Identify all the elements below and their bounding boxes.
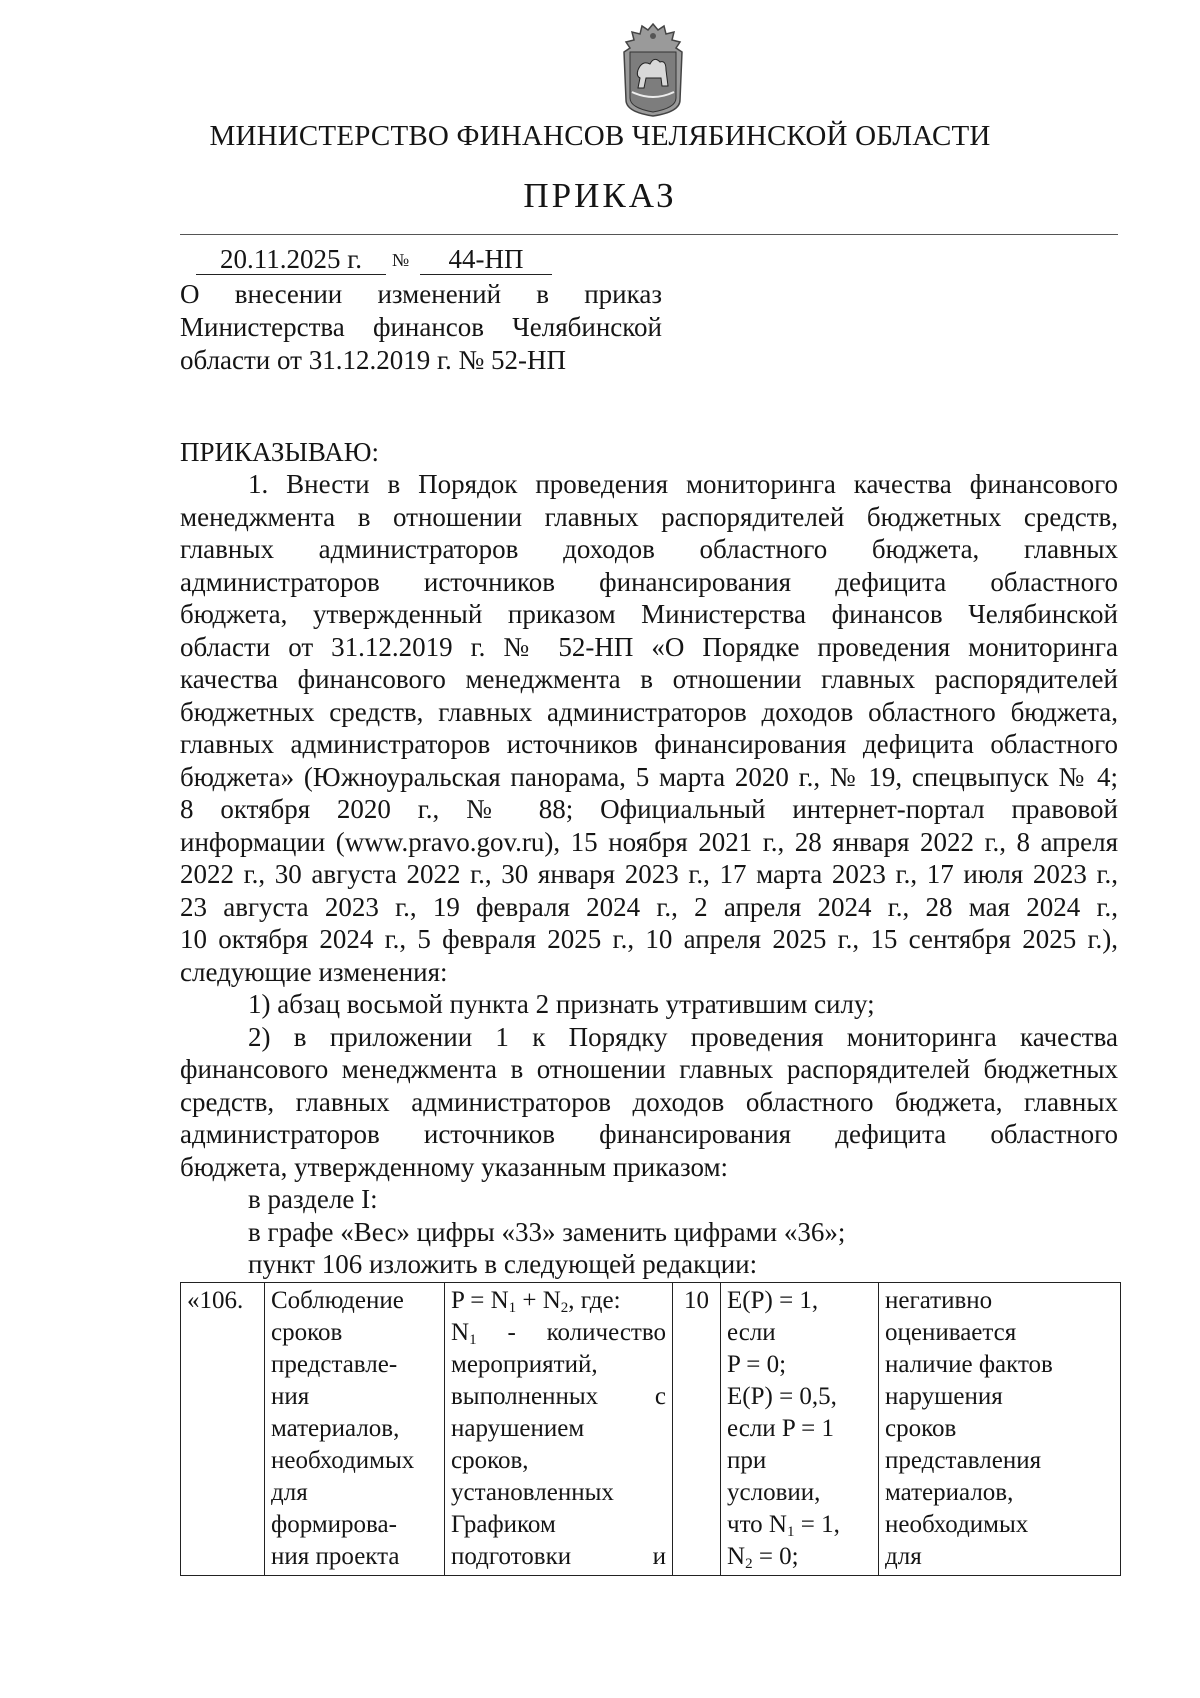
body-line: 10 октября 2024 г., 5 февраля 2025 г., 10 апреля 2025 г., 15 сентября 2025 г.), xyxy=(180,924,1118,954)
formula-line: мероприятий, xyxy=(451,1351,598,1378)
evaluation-line: условии, xyxy=(727,1479,821,1506)
evaluation-line: $N_2 = 0$; xyxy=(727,1543,799,1572)
comment-line: для xyxy=(885,1543,922,1570)
order-word: ПРИКАЗЫВАЮ: xyxy=(180,437,379,467)
cell-text: ния проекта xyxy=(271,1543,400,1570)
body-line: следующие изменения: xyxy=(180,956,448,987)
order-subject xyxy=(180,278,662,377)
order-date: 20.11.2025 г. xyxy=(196,244,386,275)
subject-line: О внесении изменений в приказ xyxy=(180,279,662,309)
evaluation-line: при xyxy=(727,1447,767,1474)
comment-line: сроков xyxy=(885,1415,957,1442)
weight-cell xyxy=(673,1283,721,1576)
body-line: пункт 106 изложить в следующей редакции: xyxy=(248,1249,758,1279)
body-line: администраторов источников финансирования дефицита областного xyxy=(180,566,1118,597)
order-body xyxy=(180,468,1118,1281)
formula-line: сроков, xyxy=(451,1447,529,1474)
weight-value: 10 xyxy=(684,1287,709,1314)
formula-line: установленных xyxy=(451,1479,614,1506)
body-line: в разделе I: xyxy=(248,1184,378,1214)
formula-line: выполненных с xyxy=(451,1383,666,1410)
body-line: менеджмента в отношении главных распорядителей бюджетных средств, xyxy=(180,501,1118,532)
body-line: 2) в приложении 1 к Порядку проведения мониторинга качества xyxy=(248,1021,1118,1052)
body-line: 1. Внести в Порядок проведения мониторинга качества финансового xyxy=(248,469,1118,499)
item-number-cell xyxy=(181,1283,265,1576)
body-line: бюджета, утвержденный приказом Министерства финансов Челябинской xyxy=(180,599,1118,629)
body-line: бюджетных средств, главных администраторов доходов областного бюджета, xyxy=(180,696,1118,727)
criterion-name-cell xyxy=(265,1283,445,1576)
body-line: главных администраторов источников финансирования дефицита областного xyxy=(180,729,1118,759)
body-line: в графе «Вес» цифры «33» заменить цифрами «36»; xyxy=(248,1216,846,1247)
body-line: 23 августа 2023 г., 19 февраля 2024 г., 2 апреля 2024 г., 28 мая 2024 г., xyxy=(180,891,1118,922)
evaluation-line: E(P) = 1, xyxy=(727,1287,819,1314)
formula-line: $P = N_1 + N_2$, где: xyxy=(451,1287,621,1316)
cell-text: необходимых xyxy=(271,1447,415,1474)
comment-line: оценивается xyxy=(885,1319,1017,1346)
cell-text: Соблюдение xyxy=(271,1287,404,1314)
body-line: качества финансового менеджмента в отношении главных распорядителей xyxy=(180,664,1118,694)
ministry-name: МИНИСТЕРСТВО ФИНАНСОВ ЧЕЛЯБИНСКОЙ ОБЛАСТИ xyxy=(209,120,991,152)
cell-text: сроков xyxy=(271,1319,343,1346)
comment-line: наличие фактов xyxy=(885,1351,1053,1378)
body-line: финансового менеджмента в отношении главных распорядителей бюджетных xyxy=(180,1054,1118,1084)
body-line: области от 31.12.2019 г. № 52-НП «О Порядке проведения мониторинга xyxy=(180,631,1118,662)
body-line: администраторов источников финансирования дефицита областного xyxy=(180,1119,1118,1149)
cell-text: ния xyxy=(271,1383,310,1410)
body-line: 8 октября 2020 г., № 88; Официальный интернет-портал правовой xyxy=(180,794,1118,824)
cell-text: материалов, xyxy=(271,1415,400,1442)
body-line: бюджета, утвержденному указанным приказом: xyxy=(180,1151,729,1182)
cell-text: для xyxy=(271,1479,308,1506)
body-line: информации (www.pravo.gov.ru), 15 ноября 2021 г., 28 января 2022 г., 8 апреля xyxy=(180,826,1118,857)
evaluation-cell xyxy=(721,1283,879,1576)
document-type: ПРИКАЗ xyxy=(523,176,677,215)
header-divider xyxy=(180,234,1118,235)
evaluation-line: E(P) = 0,5, xyxy=(727,1383,837,1410)
order-number: 44-НП xyxy=(420,244,552,275)
number-sign: № xyxy=(392,250,410,270)
cell-text: представле- xyxy=(271,1351,398,1378)
comment-line: нарушения xyxy=(885,1383,1003,1410)
table-row xyxy=(181,1283,1121,1576)
subject-line: области от 31.12.2019 г. № 52-НП xyxy=(180,345,566,375)
formula-line: $N_1$ - количество xyxy=(451,1319,666,1348)
evaluation-line: P = 0; xyxy=(727,1351,787,1378)
body-line: средств, главных администраторов доходов областного бюджета, главных xyxy=(180,1086,1118,1117)
cell-text: формирова- xyxy=(271,1511,397,1538)
formula-line: подготовки и xyxy=(451,1543,666,1570)
evaluation-line: если xyxy=(727,1319,776,1346)
body-line: 1) абзац восьмой пункта 2 признать утратившим силу; xyxy=(248,989,875,1019)
formula-cell xyxy=(445,1283,673,1576)
comment-line: негативно xyxy=(885,1287,993,1314)
formula-line: нарушением xyxy=(451,1415,585,1442)
comment-line: представления xyxy=(885,1447,1042,1474)
body-line: 2022 г., 30 августа 2022 г., 30 января 2023 г., 17 марта 2023 г., 17 июля 2023 г., xyxy=(180,859,1118,889)
item-number: «106. xyxy=(187,1287,244,1314)
comment-line: материалов, xyxy=(885,1479,1014,1506)
body-line: бюджета» (Южноуральская панорама, 5 марта 2020 г., № 19, спецвыпуск № 4; xyxy=(180,761,1118,792)
evaluation-line: если P = 1 xyxy=(727,1415,834,1442)
formula-line: Графиком xyxy=(451,1511,556,1538)
comment-cell xyxy=(879,1283,1121,1576)
body-line: главных администраторов доходов областного бюджета, главных xyxy=(180,534,1118,564)
comment-line: необходимых xyxy=(885,1511,1029,1538)
coat-of-arms-icon xyxy=(616,22,690,118)
evaluation-line: что $N_1 = 1$, xyxy=(727,1511,840,1540)
criteria-table xyxy=(180,1282,1121,1576)
subject-line: Министерства финансов Челябинской xyxy=(180,312,662,342)
